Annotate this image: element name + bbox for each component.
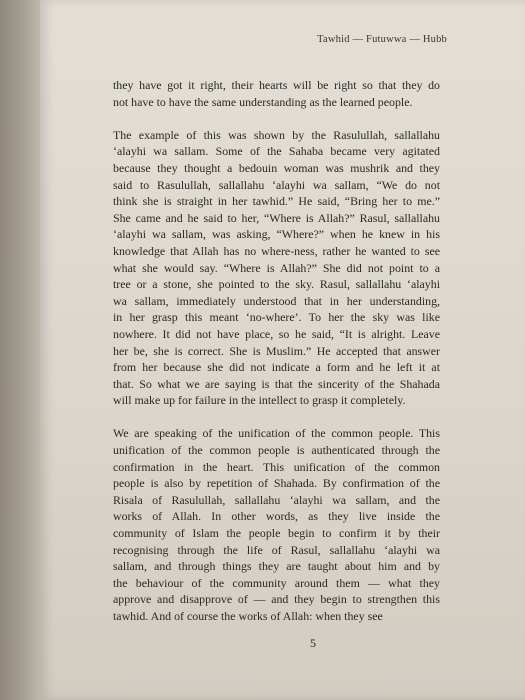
text-line: knowledge that Allah has no where-ness, rather he wanted to see	[113, 243, 440, 258]
text-line: community of Islam the people begin to confirm it by their	[113, 526, 440, 541]
text-line: not have to have the same understanding as the learned people.	[113, 94, 413, 109]
text-line: ‘alayhi wa sallam, was asking, “Where?” when he knew in his	[113, 227, 440, 242]
body-text	[113, 77, 440, 641]
paragraph-2	[113, 127, 440, 409]
text-line: because they thought a bedouin woman was mushrik and they	[113, 160, 440, 175]
text-line: nowhere. It did not have place, so he said, “It is alright. Leave	[113, 326, 440, 341]
text-line: We are speaking of the unification of the common people. This	[113, 426, 440, 441]
text-line: sallam, and through things they are taught about him and by	[113, 559, 440, 574]
text-line: what she would say. “Where is Allah?” She did not point to a	[113, 260, 440, 275]
text-line: from her because she did not indicate a form and he left it at	[113, 360, 440, 375]
text-line: works of Allah. In other words, as they live inside the	[113, 509, 440, 524]
paragraph-1	[113, 77, 440, 110]
text-line: think she is straight in her tawhid.” He said, “Bring her to me.”	[113, 194, 440, 209]
text-line: approve and disapprove of — and they begin to strengthen this	[113, 592, 440, 607]
text-line: wa sallam, immediately understood that in her understanding,	[113, 293, 440, 308]
text-line: her be, she is correct. She is Muslim.” He accepted that answer	[113, 343, 440, 358]
text-line: recognising through the life of Rasul, sallallahu ‘alayhi wa	[113, 542, 440, 557]
text-line: tree or a stone, she pointed to the sky. Rasul, sallallahu ‘alayhi	[113, 277, 440, 292]
text-line: tawhid. And of course the works of Allah: when they see	[113, 609, 383, 623]
text-line: unification of the common people is authenticated through the	[113, 443, 440, 458]
running-header: Tawhid — Futuwwa — Hubb	[317, 34, 447, 45]
text-line: people is also by repetition of Shahada. By confirmation of the	[113, 476, 440, 491]
text-line: they have got it right, their hearts will be right so that they do	[113, 78, 440, 92]
page-number: 5	[310, 636, 316, 650]
text-line: The example of this was shown by the Rasulullah, sallallahu	[113, 127, 440, 142]
text-line: that. So what we are saying is that the sincerity of the Shahada	[113, 376, 440, 391]
text-line: in her grasp this meant ‘no-where’. To her the sky was like	[113, 310, 440, 325]
text-line: ‘alayhi wa sallam. Some of the Sahaba became very agitated	[113, 144, 440, 159]
text-line: confirmation in the heart. This unification of the common	[113, 459, 440, 474]
book-gutter	[0, 0, 44, 700]
text-line: said to Rasulullah, sallallahu ‘alayhi wa sallam, “We do not	[113, 177, 440, 192]
paragraph-3	[113, 425, 440, 624]
book-page	[40, 0, 525, 700]
text-line: will make up for failure in the intellect to grasp it completely.	[113, 393, 406, 408]
text-line: She came and he said to her, “Where is Allah?” Rasul, sallallahu	[113, 210, 440, 225]
text-line: Risala of Rasulullah, sallallahu ‘alayhi wa sallam, and the	[113, 492, 440, 507]
text-line: the behaviour of the community around them — what they	[113, 575, 440, 590]
